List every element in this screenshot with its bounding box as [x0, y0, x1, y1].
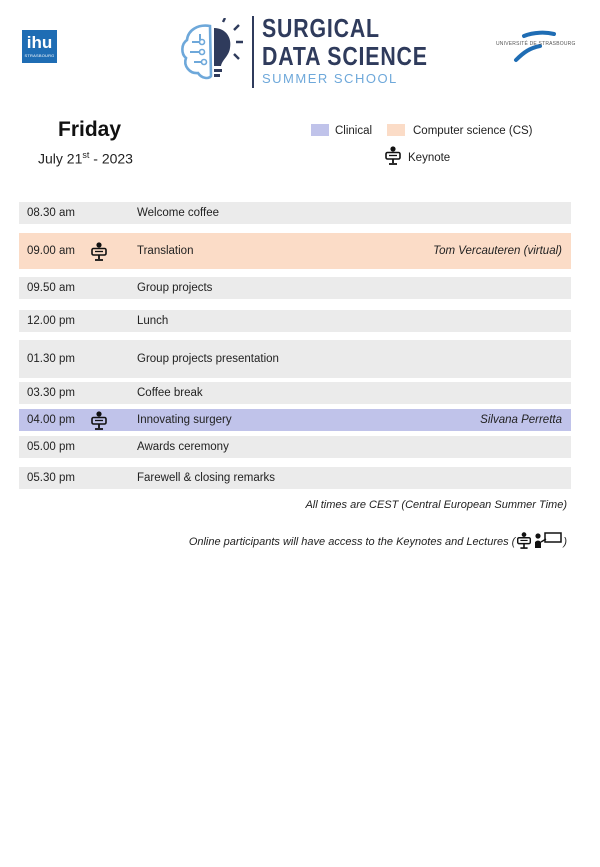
row-time: 09.50 am	[27, 282, 75, 294]
podium-speaker-icon	[515, 531, 533, 549]
row-title: Farewell & closing remarks	[137, 472, 276, 484]
ihu-logo	[22, 30, 57, 63]
university-logo-text: UNIVERSITÉ DE STRASBOURG	[496, 41, 576, 47]
online-note-suffix: )	[563, 536, 567, 548]
podium-speaker-icon	[89, 241, 109, 261]
brand-divider	[252, 16, 254, 88]
row-title: Awards ceremony	[137, 441, 229, 453]
day-name: Friday	[58, 118, 122, 141]
school-title	[262, 14, 464, 87]
title-line-3: SUMMER SCHOOL	[262, 71, 398, 86]
row-title: Group projects	[137, 282, 213, 294]
podium-speaker-icon	[89, 410, 109, 430]
row-title: Innovating surgery	[137, 414, 232, 426]
day-date	[38, 150, 133, 167]
timezone-note: All times are CEST (Central European Summer Time)	[305, 499, 567, 511]
lecturer-board-icon	[533, 531, 563, 549]
legend-cs-swatch	[387, 124, 405, 136]
schedule-row	[19, 409, 571, 431]
ihu-logo-text: ihu	[26, 33, 53, 52]
legend-clinical-label: Clinical	[335, 125, 373, 137]
date-year: - 2023	[89, 150, 133, 167]
schedule-row	[19, 467, 571, 489]
row-title: Group projects presentation	[137, 353, 279, 365]
legend-clinical-swatch	[311, 124, 329, 136]
legend-keynote-label: Keynote	[408, 152, 451, 164]
online-note-prefix: Online participants will have access to the Keynotes and Lectures (	[188, 536, 516, 548]
online-access-note	[189, 531, 567, 549]
title-line-1: SURGICAL	[262, 13, 380, 43]
podium-speaker-icon	[383, 145, 403, 165]
row-title: Welcome coffee	[137, 207, 220, 219]
row-time: 08.30 am	[27, 207, 75, 219]
schedule-row	[19, 382, 571, 404]
row-time: 01.30 pm	[27, 353, 75, 365]
row-time: 05.00 pm	[27, 441, 75, 453]
row-time: 03.30 pm	[27, 387, 75, 399]
legend-cs-label: Computer science (CS)	[413, 125, 533, 137]
row-title: Lunch	[137, 315, 169, 327]
date-prefix: July 21	[38, 150, 83, 167]
row-title: Translation	[137, 245, 194, 257]
ihu-logo-subtext: STRASBOURG	[24, 53, 55, 58]
row-speaker: Tom Vercauteren (virtual)	[433, 245, 562, 257]
row-time: 12.00 pm	[27, 315, 75, 327]
schedule-row	[19, 202, 571, 224]
schedule-row	[19, 340, 571, 378]
date-suffix: st	[82, 150, 90, 160]
row-title: Coffee break	[137, 387, 203, 399]
schedule-row	[19, 233, 571, 269]
row-time: 09.00 am	[27, 245, 75, 257]
row-time: 05.30 pm	[27, 472, 75, 484]
schedule-row	[19, 436, 571, 458]
row-time: 04.00 pm	[27, 414, 75, 426]
university-swoosh-logo-icon	[494, 30, 574, 66]
row-speaker: Silvana Perretta	[480, 414, 562, 426]
schedule-row	[19, 277, 571, 299]
schedule-row	[19, 310, 571, 332]
title-line-2: DATA SCIENCE	[262, 41, 428, 71]
brain-bulb-logo-icon	[178, 18, 248, 88]
